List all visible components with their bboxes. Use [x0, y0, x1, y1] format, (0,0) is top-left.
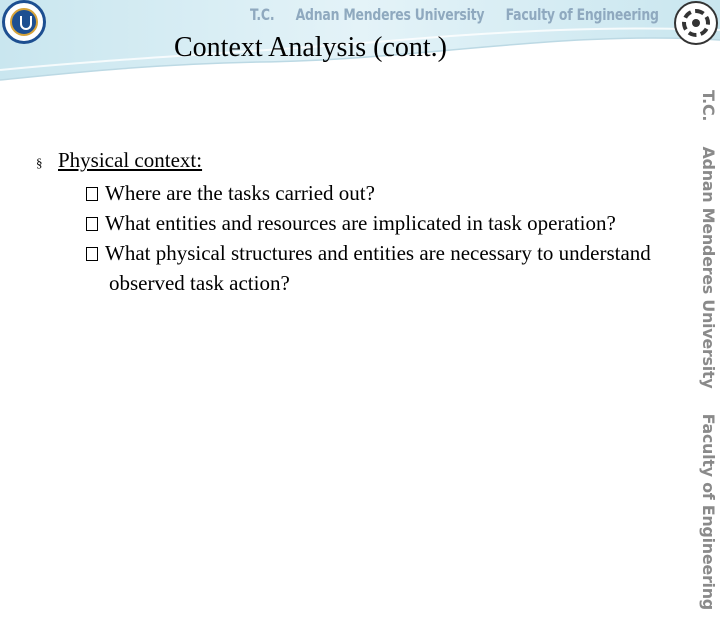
banner-item-tc: T.C.: [250, 5, 275, 24]
header-banner: [250, 5, 676, 24]
banner-item-faculty: Faculty of Engineering: [505, 5, 659, 24]
sub-bullet-3: [36, 238, 656, 298]
university-seal-logo: [2, 0, 46, 44]
sub-bullet-1: [36, 178, 656, 208]
sub-point-text: What entities and resources are implicated in task operation?: [105, 211, 616, 235]
sub-point-text: Where are the tasks carried out?: [105, 181, 375, 205]
checkbox-bullet-icon: [86, 217, 98, 231]
main-point-text: Physical context:: [58, 148, 203, 172]
banner-item-university: Adnan Menderes University: [295, 5, 485, 24]
engineering-faculty-logo: [674, 1, 718, 45]
checkbox-bullet-icon: [86, 247, 98, 261]
checkbox-bullet-icon: [86, 187, 98, 201]
side-banner-item-university: Adnan Menderes University: [699, 146, 718, 389]
sub-point-text: What physical structures and entities are necessary to understand observed task action?: [105, 241, 651, 295]
slide-content: [36, 145, 656, 298]
side-banner: [699, 90, 718, 630]
bullet-physical-context: [36, 145, 656, 178]
slide-title: Context Analysis (cont.): [174, 32, 447, 63]
sub-bullet-2: [36, 208, 656, 238]
bullet-marker: §: [36, 155, 43, 170]
side-banner-item-faculty: Faculty of Engineering: [699, 413, 718, 610]
side-banner-item-tc: T.C.: [699, 90, 718, 122]
